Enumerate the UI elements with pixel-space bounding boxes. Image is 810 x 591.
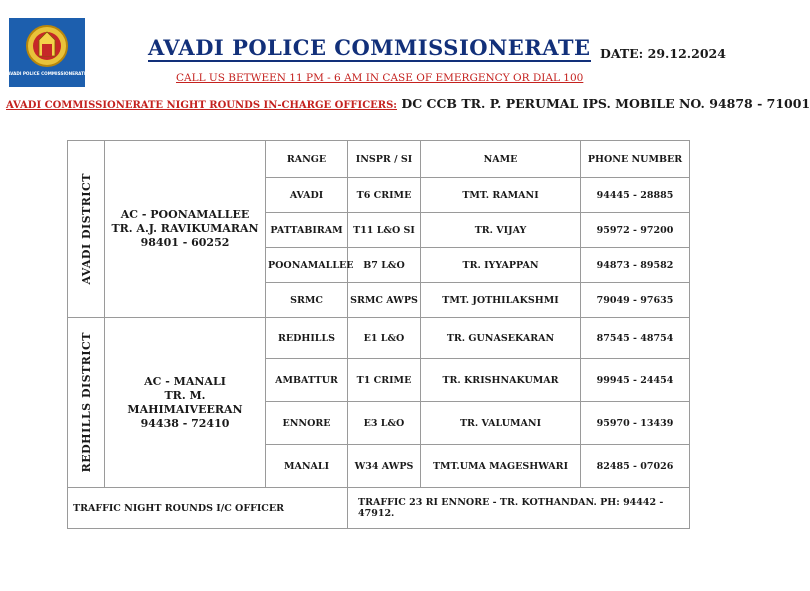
officer-name-cell: TR. GUNASEKARAN — [421, 318, 581, 359]
inspr-cell: T6 CRIME — [348, 178, 421, 213]
phone-cell: 94873 - 89582 — [581, 248, 690, 283]
column-header-inspr: INSPR / SI — [348, 141, 421, 178]
inspr-cell: T1 CRIME — [348, 359, 421, 402]
traffic-label: TRAFFIC NIGHT ROUNDS I/C OFFICER — [68, 488, 348, 529]
phone-cell: 95972 - 97200 — [581, 213, 690, 248]
range-cell: PATTABIRAM — [266, 213, 348, 248]
police-logo — [9, 18, 85, 87]
phone-cell: 82485 - 07026 — [581, 445, 690, 488]
police-emblem-icon — [9, 18, 85, 87]
column-header-range: RANGE — [266, 141, 348, 178]
emergency-notice: CALL US BETWEEN 11 PM - 6 AM IN CASE OF EMERGENCY OR DIAL 100 — [176, 72, 584, 84]
officer-name-cell: TR. IYYAPPAN — [421, 248, 581, 283]
ac-officer-cell — [105, 318, 266, 488]
ac-name: TR. A.J. RAVIKUMARAN — [111, 222, 259, 235]
ac-phone: 94438 - 72410 — [140, 416, 230, 430]
inspr-cell: SRMC AWPS — [348, 283, 421, 318]
ac-phone: 98401 - 60252 — [140, 236, 230, 249]
traffic-row — [68, 488, 690, 529]
document-date: DATE: 29.12.2024 — [600, 46, 726, 61]
officer-name-cell: TR. KRISHNAKUMAR — [421, 359, 581, 402]
inspr-cell: T11 L&O SI — [348, 213, 421, 248]
officer-name-cell: TMT. RAMANI — [421, 178, 581, 213]
range-cell: ENNORE — [266, 402, 348, 445]
phone-cell: 87545 - 48754 — [581, 318, 690, 359]
column-header-name: NAME — [421, 141, 581, 178]
ac-title: AC - POONAMALLEE — [120, 208, 250, 221]
inspr-cell: E1 L&O — [348, 318, 421, 359]
range-cell: POONAMALLEE — [266, 248, 348, 283]
district-name: AVADI DISTRICT — [79, 173, 93, 285]
officer-name-cell: TMT.UMA MAGESHWARI — [421, 445, 581, 488]
ac-name: TR. M. MAHIMAIVEERAN — [127, 388, 243, 416]
column-header-phone: PHONE NUMBER — [581, 141, 690, 178]
range-cell: MANALI — [266, 445, 348, 488]
phone-cell: 94445 - 28885 — [581, 178, 690, 213]
incharge-officer-line — [6, 96, 810, 111]
phone-cell: 95970 - 13439 — [581, 402, 690, 445]
phone-cell: 99945 - 24454 — [581, 359, 690, 402]
inspr-cell: B7 L&O — [348, 248, 421, 283]
district-name: REDHILLS DISTRICT — [79, 332, 93, 473]
ac-officer-cell — [105, 141, 266, 318]
district-cell — [68, 141, 105, 318]
incharge-value: DC CCB TR. P. PERUMAL IPS. MOBILE NO. 94878 - 71001 — [397, 96, 810, 111]
phone-cell: 79049 - 97635 — [581, 283, 690, 318]
incharge-label: AVADI COMMISSIONERATE NIGHT ROUNDS IN-CHARGE OFFICERS: — [6, 100, 398, 111]
officer-name-cell: TMT. JOTHILAKSHMI — [421, 283, 581, 318]
inspr-cell: W34 AWPS — [348, 445, 421, 488]
traffic-value: TRAFFIC 23 RI ENNORE - TR. KOTHANDAN. PH: 94442 - 47912. — [348, 488, 690, 529]
logo-text: AVADI POLICE COMMISSIONERATE — [7, 71, 87, 76]
range-cell: AMBATTUR — [266, 359, 348, 402]
night-rounds-table — [67, 140, 690, 529]
ac-title: AC - MANALI — [144, 374, 226, 388]
inspr-cell: E3 L&O — [348, 402, 421, 445]
table-header-row — [68, 141, 690, 178]
range-cell: AVADI — [266, 178, 348, 213]
officer-name-cell: TR. VIJAY — [421, 213, 581, 248]
range-cell: REDHILLS — [266, 318, 348, 359]
district-cell — [68, 318, 105, 488]
table-row — [68, 318, 690, 359]
officer-name-cell: TR. VALUMANI — [421, 402, 581, 445]
range-cell: SRMC — [266, 283, 348, 318]
page-title: AVADI POLICE COMMISSIONERATE — [148, 35, 591, 60]
